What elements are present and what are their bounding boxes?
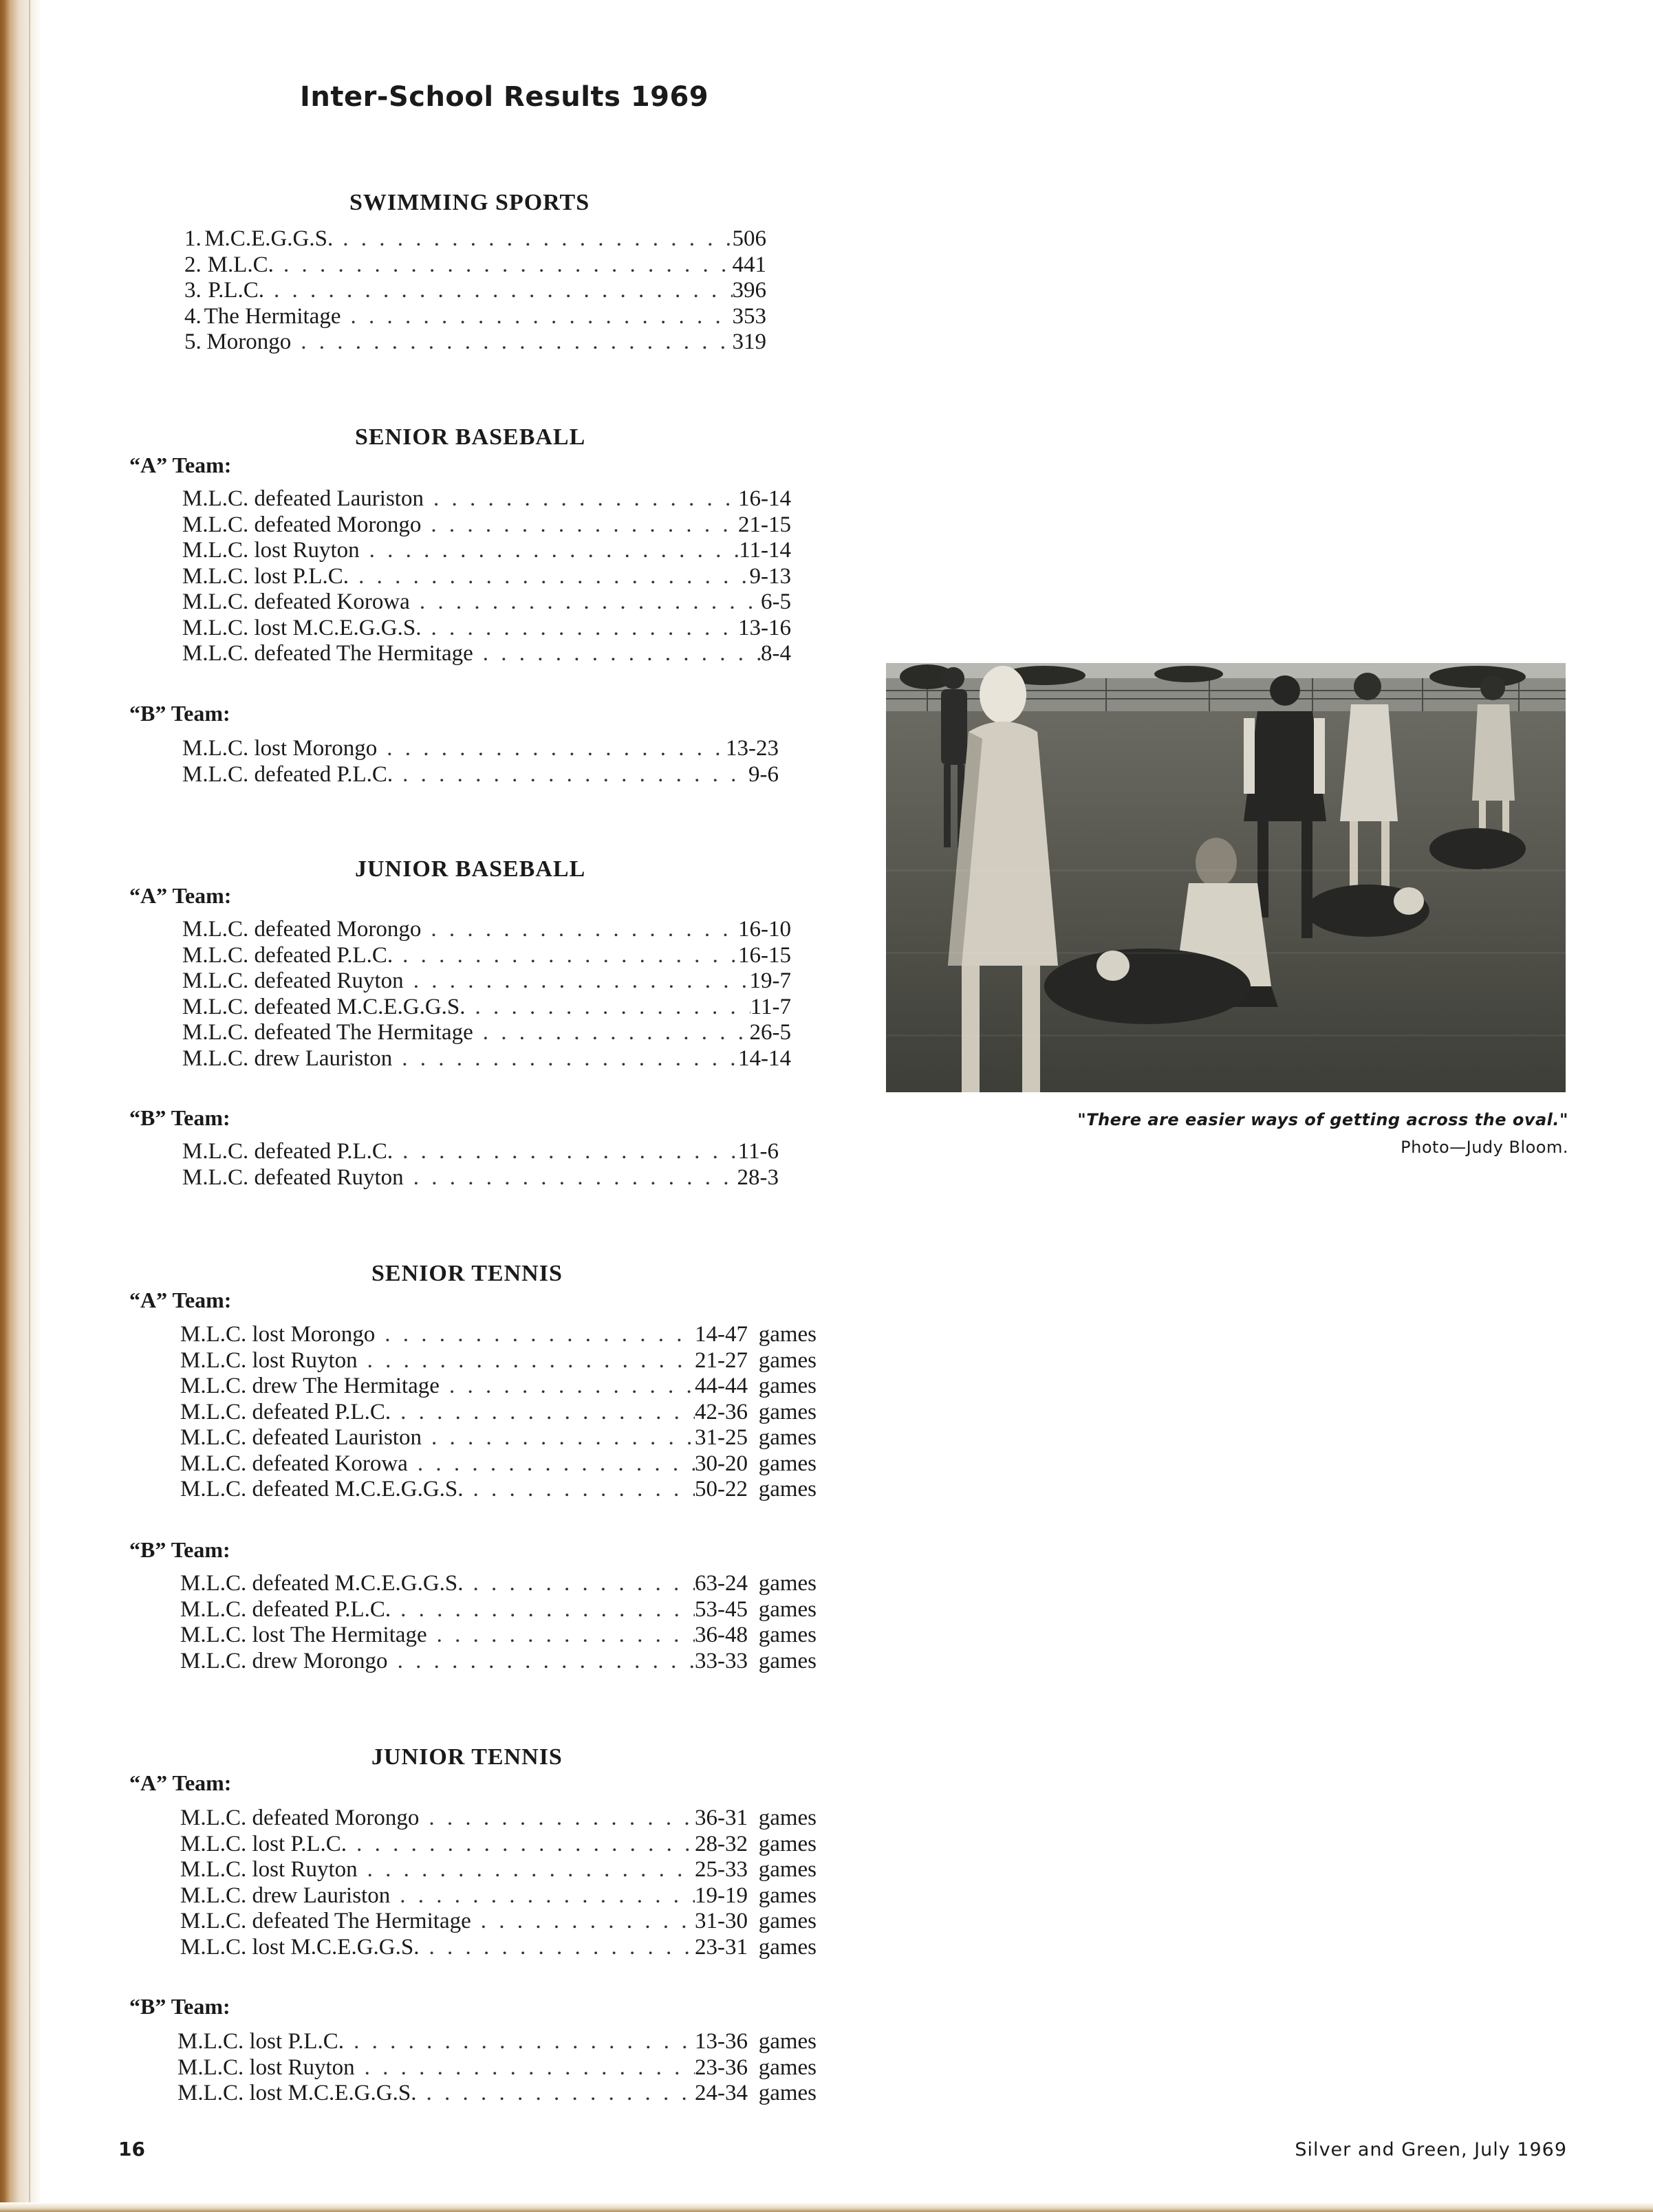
match-description: M.L.C. drew Morongo	[180, 1648, 388, 1673]
match-description: M.L.C. lost P.L.C.	[177, 2029, 345, 2054]
team-b-label: “B” Team:	[129, 701, 230, 726]
section-title-senior-baseball: SENIOR BASEBALL	[355, 424, 586, 450]
dot-leader	[390, 1883, 695, 1909]
dot-leader	[391, 1400, 695, 1426]
score-unit: games	[758, 1425, 817, 1450]
dot-leader	[427, 1623, 695, 1649]
team-b-label: “B” Team:	[129, 1994, 230, 2019]
dot-leader	[341, 304, 732, 330]
match-row	[182, 564, 791, 590]
match-score: 9-13	[749, 563, 791, 589]
result-row	[184, 252, 766, 279]
team-a-label: “A” Team:	[129, 1770, 232, 1795]
match-score: 25-33	[695, 1857, 748, 1882]
match-description: M.L.C. drew The Hermitage	[180, 1374, 440, 1398]
publication-footer: Silver and Green, July 1969	[1295, 2139, 1567, 2160]
school-name: P.L.C.	[208, 278, 265, 303]
match-row	[180, 1597, 817, 1623]
match-score: 19-19	[695, 1883, 748, 1908]
match-description: M.L.C. lost Ruyton	[180, 1857, 358, 1882]
section-title-junior-baseball: JUNIOR BASEBALL	[355, 856, 586, 882]
match-score: 31-25	[695, 1425, 748, 1450]
match-row	[182, 589, 791, 616]
match-description: M.L.C. defeated Morongo	[182, 512, 422, 537]
dot-leader	[421, 616, 738, 642]
match-row	[182, 762, 779, 788]
match-score: 50-22	[695, 1477, 748, 1501]
match-row	[180, 1477, 817, 1503]
photo-girls-on-oval	[886, 663, 1566, 1092]
dot-leader	[264, 278, 732, 304]
score-unit: games	[758, 1909, 817, 1933]
match-row	[182, 538, 791, 564]
page-bottom-edge	[0, 2202, 1653, 2212]
match-score: 36-48	[695, 1623, 748, 1647]
team-b-label: “B” Team:	[129, 1105, 230, 1130]
match-description: M.L.C. lost Ruyton	[180, 1347, 358, 1373]
match-description: M.L.C. lost P.L.C.	[182, 563, 349, 589]
match-score: 16-10	[738, 917, 791, 942]
points: 319	[732, 329, 766, 354]
score-unit: games	[758, 1831, 817, 1856]
match-row	[180, 1374, 817, 1400]
dot-leader	[473, 641, 761, 667]
match-row	[180, 1935, 817, 1961]
match-row	[182, 1020, 791, 1046]
match-description: M.L.C. defeated Korowa	[182, 589, 410, 614]
dot-leader	[410, 589, 761, 616]
match-score: 42-36	[695, 1399, 748, 1424]
match-description: M.L.C. defeated Morongo	[182, 917, 422, 942]
match-row	[182, 943, 791, 969]
match-row	[180, 1806, 817, 1832]
match-score: 26-5	[749, 1020, 791, 1045]
match-description: M.L.C. defeated Lauriston	[182, 486, 424, 511]
match-score: 63-24	[695, 1571, 748, 1596]
page-number: 16	[118, 2138, 145, 2160]
photo-credit: Photo—Judy Bloom.	[1401, 1138, 1568, 1157]
dot-leader	[291, 329, 732, 356]
match-row	[182, 616, 791, 642]
match-score: 16-14	[738, 486, 791, 511]
photo-caption: "There are easier ways of getting across the oval."	[1077, 1110, 1568, 1129]
match-description: M.L.C. defeated M.C.E.G.G.S.	[180, 1571, 464, 1596]
school-name: The Hermitage	[204, 303, 341, 329]
points: 441	[732, 252, 766, 277]
score-unit: games	[758, 1648, 817, 1673]
dot-leader	[466, 995, 750, 1021]
match-description: M.L.C. lost M.C.E.G.G.S.	[182, 615, 422, 640]
dot-leader	[377, 736, 726, 762]
match-description: M.L.C. defeated Korowa	[180, 1451, 408, 1476]
dot-leader	[360, 538, 739, 564]
match-score: 19-7	[749, 968, 791, 993]
school-name: M.C.E.G.G.S.	[204, 226, 334, 251]
match-score: 23-36	[695, 2054, 748, 2080]
senior-baseball-b-list	[182, 736, 779, 788]
match-row	[182, 968, 791, 995]
dot-leader	[464, 1571, 695, 1597]
match-row	[182, 1139, 779, 1165]
match-score: 28-32	[695, 1831, 748, 1856]
score-unit: games	[758, 1374, 817, 1398]
match-row	[182, 512, 791, 539]
senior-baseball-a-list	[182, 486, 791, 667]
match-row	[177, 2029, 817, 2055]
dot-leader	[333, 226, 732, 252]
match-score: 6-5	[761, 589, 791, 614]
binding-line	[29, 0, 30, 2212]
match-score: 30-20	[695, 1451, 748, 1476]
match-description: M.L.C. defeated Ruyton	[182, 968, 404, 993]
points: 506	[732, 226, 766, 251]
match-row	[180, 1623, 817, 1649]
dot-leader	[393, 762, 748, 788]
school-name: M.L.C.	[207, 252, 274, 277]
match-description: M.L.C. defeated M.C.E.G.G.S.	[180, 1477, 464, 1501]
dot-leader	[421, 512, 738, 539]
match-row	[180, 1832, 817, 1858]
match-score: 9-6	[748, 761, 779, 787]
match-row	[182, 917, 791, 943]
match-score: 11-7	[750, 994, 791, 1019]
match-row	[180, 1400, 817, 1426]
score-unit: games	[758, 2029, 817, 2054]
dot-leader	[391, 1597, 695, 1623]
dot-leader	[471, 1909, 695, 1935]
score-unit: games	[758, 1451, 817, 1476]
match-description: M.L.C. lost Morongo	[180, 1322, 376, 1347]
team-a-label: “A” Team:	[129, 1288, 232, 1312]
match-row	[182, 1046, 791, 1072]
junior-baseball-b-list	[182, 1139, 779, 1191]
match-row	[182, 1165, 779, 1191]
points: 396	[732, 278, 766, 303]
match-description: M.L.C. lost The Hermitage	[180, 1623, 427, 1647]
page-binding-edge	[0, 0, 41, 2212]
dot-leader	[421, 917, 738, 943]
junior-tennis-b-list	[177, 2029, 817, 2107]
dot-leader	[274, 252, 733, 279]
team-a-label: “A” Team:	[129, 883, 232, 908]
dot-leader	[473, 1020, 750, 1046]
match-row	[180, 1348, 817, 1374]
match-score: 21-15	[738, 512, 791, 537]
match-description: M.L.C. lost Morongo	[182, 736, 378, 761]
score-unit: games	[758, 1571, 817, 1596]
dot-leader	[440, 1374, 695, 1400]
dot-leader	[404, 1165, 737, 1191]
match-row	[182, 995, 791, 1021]
rank-number: 3.	[184, 278, 202, 303]
rank-number: 4.	[184, 303, 202, 329]
score-unit: games	[758, 1934, 817, 1960]
school-name: Morongo	[206, 329, 292, 354]
dot-leader	[408, 1451, 695, 1477]
match-description: M.L.C. defeated The Hermitage	[182, 1020, 473, 1045]
match-description: M.L.C. lost Ruyton	[177, 2054, 355, 2080]
dot-leader	[424, 486, 738, 512]
dot-leader	[392, 1046, 738, 1072]
match-row	[182, 736, 779, 762]
match-score: 13-23	[726, 736, 779, 761]
dot-leader	[349, 564, 749, 590]
match-description: M.L.C. defeated The Hermitage	[180, 1909, 471, 1933]
dot-leader	[419, 1935, 695, 1961]
match-score: 28-3	[737, 1164, 779, 1190]
swimming-results-list	[184, 226, 766, 356]
match-description: M.L.C. drew Lauriston	[180, 1883, 391, 1908]
dot-leader	[416, 2081, 695, 2107]
match-description: M.L.C. defeated The Hermitage	[182, 641, 473, 666]
match-description: M.L.C. defeated P.L.C.	[182, 761, 393, 787]
match-row	[182, 486, 791, 512]
match-description: M.L.C. lost M.C.E.G.G.S.	[177, 2081, 417, 2105]
score-unit: games	[758, 1806, 817, 1830]
score-unit: games	[758, 2054, 817, 2080]
dot-leader	[422, 1425, 695, 1451]
score-unit: games	[758, 1347, 817, 1373]
match-score: 11-14	[739, 538, 791, 563]
match-description: M.L.C. drew Lauriston	[182, 1045, 393, 1071]
dot-leader	[393, 1139, 738, 1165]
result-row	[184, 329, 766, 356]
page-title: Inter-School Results 1969	[300, 81, 709, 113]
rank-number: 2.	[184, 252, 202, 277]
dot-leader	[464, 1477, 695, 1503]
score-unit: games	[758, 1596, 817, 1622]
match-row	[182, 641, 791, 667]
dot-leader	[393, 943, 738, 969]
dot-leader	[388, 1649, 695, 1675]
match-description: M.L.C. lost M.C.E.G.G.S.	[180, 1934, 420, 1960]
result-row	[184, 304, 766, 330]
match-description: M.L.C. defeated Ruyton	[182, 1164, 404, 1190]
match-score: 14-47	[695, 1322, 748, 1347]
junior-baseball-a-list	[182, 917, 791, 1072]
match-score: 14-14	[738, 1045, 791, 1071]
match-row	[177, 2081, 817, 2107]
match-row	[180, 1451, 817, 1477]
match-score: 13-36	[695, 2029, 748, 2054]
points: 353	[732, 303, 766, 329]
score-unit: games	[758, 1477, 817, 1501]
dot-leader	[404, 968, 750, 995]
team-a-label: “A” Team:	[129, 453, 232, 477]
senior-tennis-b-list	[180, 1571, 817, 1674]
match-row	[180, 1322, 817, 1348]
dot-leader	[355, 2055, 695, 2081]
result-row	[184, 278, 766, 304]
rank-number: 5.	[184, 329, 202, 354]
dot-leader	[358, 1857, 695, 1883]
match-score: 33-33	[695, 1648, 748, 1673]
dot-leader	[358, 1348, 695, 1374]
section-title-swimming: SWIMMING SPORTS	[349, 190, 590, 215]
match-description: M.L.C. defeated Lauriston	[180, 1425, 422, 1450]
score-unit: games	[758, 2081, 817, 2105]
score-unit: games	[758, 1399, 817, 1424]
match-row	[180, 1857, 817, 1883]
match-score: 11-6	[737, 1139, 779, 1164]
match-score: 16-15	[738, 942, 791, 968]
match-score: 13-16	[738, 615, 791, 640]
result-row	[184, 226, 766, 252]
match-description: M.L.C. defeated P.L.C.	[182, 1139, 393, 1164]
match-description: M.L.C. defeated P.L.C.	[182, 942, 393, 968]
score-unit: games	[758, 1857, 817, 1882]
score-unit: games	[758, 1883, 817, 1908]
match-score: 21-27	[695, 1347, 748, 1373]
match-score: 53-45	[695, 1596, 748, 1622]
score-unit: games	[758, 1322, 817, 1347]
dot-leader	[347, 1832, 695, 1858]
match-description: M.L.C. defeated P.L.C.	[180, 1596, 391, 1622]
junior-tennis-a-list	[180, 1806, 817, 1960]
match-row	[180, 1883, 817, 1909]
photo-illustration	[886, 663, 1566, 1092]
match-score: 8-4	[761, 641, 791, 666]
team-b-label: “B” Team:	[129, 1537, 230, 1562]
rank-number: 1.	[184, 226, 202, 251]
match-row	[180, 1909, 817, 1935]
match-description: M.L.C. defeated M.C.E.G.G.S.	[182, 994, 466, 1019]
match-score: 44-44	[695, 1374, 748, 1398]
score-unit: games	[758, 1623, 817, 1647]
dot-leader	[375, 1322, 695, 1348]
match-row	[180, 1571, 817, 1597]
match-description: M.L.C. lost P.L.C.	[180, 1831, 347, 1856]
match-description: M.L.C. defeated P.L.C.	[180, 1399, 391, 1424]
match-score: 23-31	[695, 1934, 748, 1960]
match-row	[180, 1425, 817, 1451]
dot-leader	[344, 2029, 695, 2055]
senior-tennis-a-list	[180, 1322, 817, 1503]
match-row	[180, 1649, 817, 1675]
match-score: 31-30	[695, 1909, 748, 1933]
match-score: 24-34	[695, 2081, 748, 2105]
match-row	[177, 2055, 817, 2081]
section-title-junior-tennis: JUNIOR TENNIS	[371, 1744, 563, 1770]
match-description: M.L.C. defeated Morongo	[180, 1806, 420, 1830]
dot-leader	[419, 1806, 695, 1832]
match-description: M.L.C. lost Ruyton	[182, 538, 360, 563]
match-score: 36-31	[695, 1806, 748, 1830]
section-title-senior-tennis: SENIOR TENNIS	[371, 1261, 563, 1286]
